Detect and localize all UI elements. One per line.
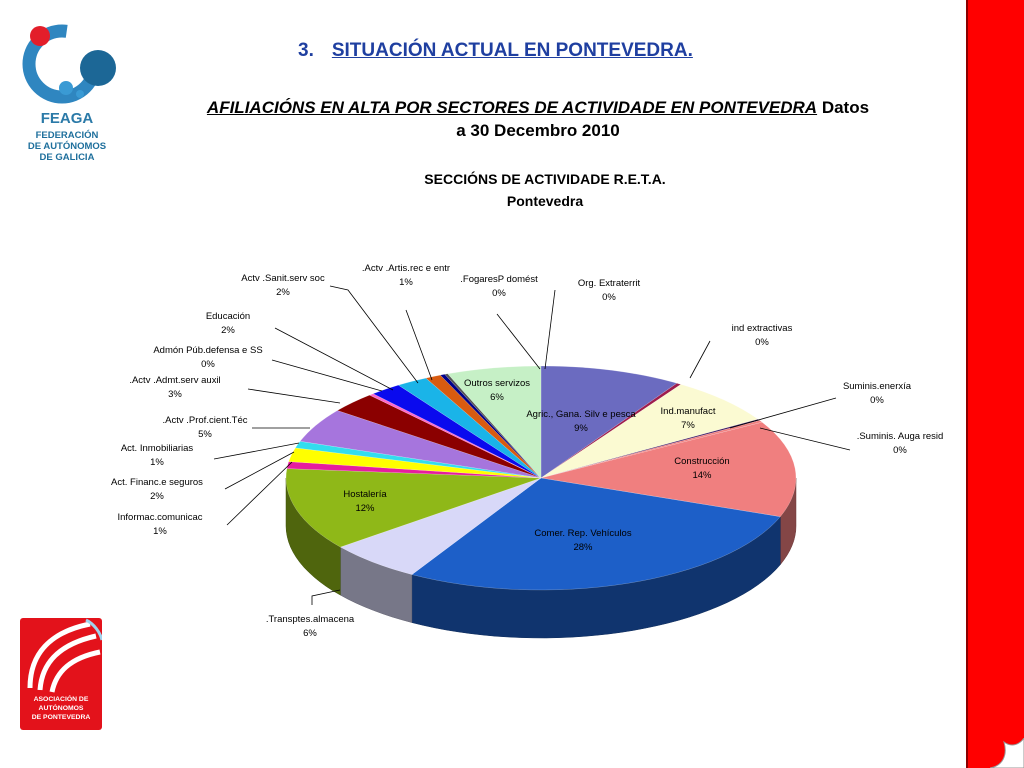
slice-value-label: 12% [355, 503, 375, 514]
slice-value-label: 3% [168, 389, 182, 400]
leader-line [275, 328, 393, 390]
slice-label: Actv .Sanit.serv soc [241, 273, 325, 284]
slice-label: Construcción [674, 456, 730, 467]
slice-label: Informac.comunicac [117, 512, 203, 523]
slice-value-label: 0% [870, 395, 884, 406]
slice-value-label: 6% [303, 628, 317, 639]
subtitle-italic: AFILIACIÓNS EN ALTA POR SECTORES DE ACTIVIDADE EN PONTEVEDRA [206, 98, 818, 117]
section-number: 3. [298, 40, 314, 61]
leader-line [330, 286, 418, 383]
slice-label: Hostalería [343, 489, 387, 500]
leader-line [406, 310, 432, 380]
section-title: SITUACIÓN ACTUAL EN PONTEVEDRA. [331, 40, 693, 61]
slice-value-label: 0% [602, 292, 616, 303]
slice-label: Admón Púb.defensa e SS [153, 345, 263, 356]
feaga-name: FEAGA [40, 110, 94, 127]
subtitle-datos: Datos [817, 98, 870, 117]
slice-value-label: 1% [153, 526, 167, 537]
slice-value-label: 0% [492, 288, 506, 299]
slice-label: Act. Financ.e seguros [111, 477, 203, 488]
slice-value-label: 0% [201, 359, 215, 370]
slice-value-label: 2% [276, 287, 290, 298]
slice-label: .FogaresP domést [460, 274, 538, 285]
slice-label: Outros servizos [464, 378, 530, 389]
slice-value-label: 6% [490, 392, 504, 403]
slice-label: .Actv .Artis.rec e entr [361, 263, 451, 274]
slice-label: .Actv .Prof.cient.Téc [162, 415, 248, 426]
subtitle-date: a 30 Decembro 2010 [456, 121, 620, 140]
slice-value-label: 2% [150, 491, 164, 502]
slice-label: .Suminis. Auga resid [856, 431, 944, 442]
slice-label: Org. Extraterrit [577, 278, 641, 289]
slice-label: .Transptes.almacena [265, 614, 355, 625]
slice-value-label: 1% [150, 457, 164, 468]
slice-value-label: 7% [681, 420, 695, 431]
slice-value-label: 1% [399, 277, 413, 288]
leader-line [227, 462, 292, 525]
slice-label: Comer. Rep. Vehículos [534, 528, 632, 539]
slice-label: Educación [205, 311, 251, 322]
slice-label: Act. Inmobiliarias [120, 443, 194, 454]
slice-label: .Actv .Admt.serv auxil [129, 375, 221, 386]
feaga-subtitle-line: DE GALICIA [39, 152, 95, 163]
pie-slices [286, 366, 796, 590]
chart-subtitle: Pontevedra [506, 193, 584, 209]
slice-value-label: 2% [221, 325, 235, 336]
slice-value-label: 28% [573, 542, 593, 553]
slice-value-label: 0% [893, 445, 907, 456]
leader-line [248, 389, 340, 403]
slice-value-label: 0% [755, 337, 769, 348]
slice-label: Ind.manufact [660, 406, 716, 417]
slice-label: Agric., Gana. Silv e pesca [526, 409, 636, 420]
leader-line [497, 314, 540, 369]
slice-value-label: 9% [574, 423, 588, 434]
chart-title: SECCIÓNS DE ACTIVIDADE R.E.T.A. [424, 171, 666, 187]
aap-logo-line: AUTÓNOMOS [38, 705, 84, 712]
aap-logo-line: DE PONTEVEDRA [31, 714, 91, 721]
leader-line [690, 341, 710, 378]
feaga-subtitle-line: DE AUTÓNOMOS [27, 141, 107, 152]
feaga-subtitle-line: FEDERACIÓN [35, 130, 99, 141]
slice-label: Suminis.enerxía [842, 381, 912, 392]
aap-logo-line: ASOCIACIÓN DE [33, 696, 89, 703]
slice-label: ind extractivas [731, 323, 793, 334]
slice-value-label: 14% [692, 470, 712, 481]
leader-line [545, 290, 555, 369]
slice-value-label: 5% [198, 429, 212, 440]
